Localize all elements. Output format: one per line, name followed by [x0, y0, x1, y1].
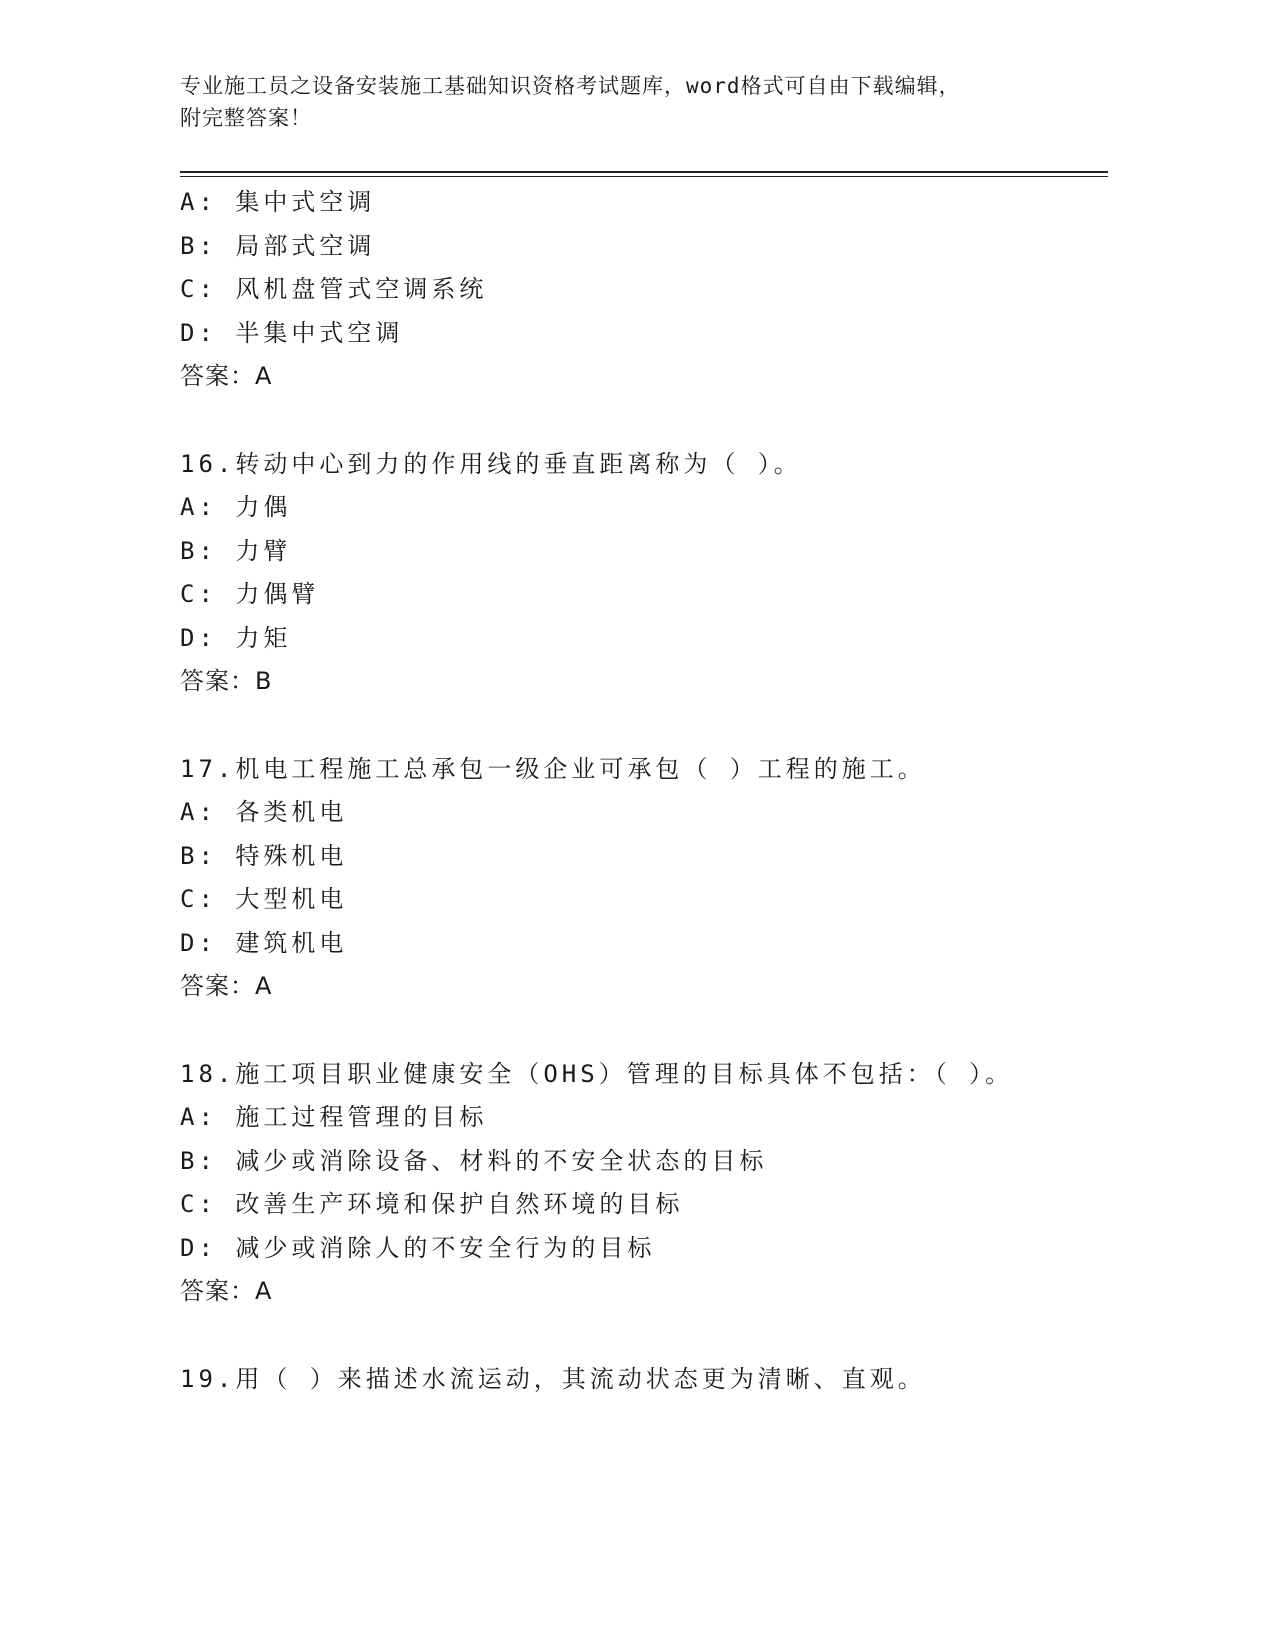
q18-question: 18.施工项目职业健康安全（OHS）管理的目标具体不包括：（ ）。: [180, 1060, 1014, 1088]
q15-option-d: D: 半集中式空调: [180, 319, 404, 347]
q17-option-a: A: 各类机电: [180, 798, 348, 826]
q16-answer: 答案：B: [180, 667, 273, 695]
q17-option-b: B: 特殊机电: [180, 842, 348, 870]
q17-question: 17.机电工程施工总承包一级企业可承包（ ）工程的施工。: [180, 755, 926, 783]
q17-answer: 答案：A: [180, 972, 273, 1000]
q18-option-b: B: 减少或消除设备、材料的不安全状态的目标: [180, 1147, 768, 1175]
q16-option-c: C: 力偶臂: [180, 580, 320, 608]
q17-option-c: C: 大型机电: [180, 885, 348, 913]
document-header: [180, 70, 1080, 134]
q15-option-c: C: 风机盘管式空调系统: [180, 275, 488, 303]
q15-option-a: A: 集中式空调: [180, 188, 376, 216]
q18-answer: 答案：A: [180, 1277, 273, 1305]
q16-option-b: B: 力臂: [180, 537, 292, 565]
header-divider: [180, 171, 1108, 173]
header-divider-thin: [180, 176, 1108, 177]
q16-option-a: A: 力偶: [180, 493, 292, 521]
q15-option-b: B: 局部式空调: [180, 232, 376, 260]
q18-option-d: D: 减少或消除人的不安全行为的目标: [180, 1234, 656, 1262]
q16-option-d: D: 力矩: [180, 624, 292, 652]
q17-option-d: D: 建筑机电: [180, 929, 348, 957]
q15-answer: 答案：A: [180, 362, 273, 390]
header-line-2: 附完整答案！: [180, 106, 312, 130]
q18-option-a: A: 施工过程管理的目标: [180, 1103, 488, 1131]
q18-option-c: C: 改善生产环境和保护自然环境的目标: [180, 1190, 684, 1218]
header-line-1: 专业施工员之设备安装施工基础知识资格考试题库，word格式可自由下载编辑，: [180, 74, 961, 98]
q16-question: 16.转动中心到力的作用线的垂直距离称为（ ）。: [180, 450, 802, 478]
q19-question: 19.用（ ）来描述水流运动，其流动状态更为清晰、直观。: [180, 1365, 926, 1393]
